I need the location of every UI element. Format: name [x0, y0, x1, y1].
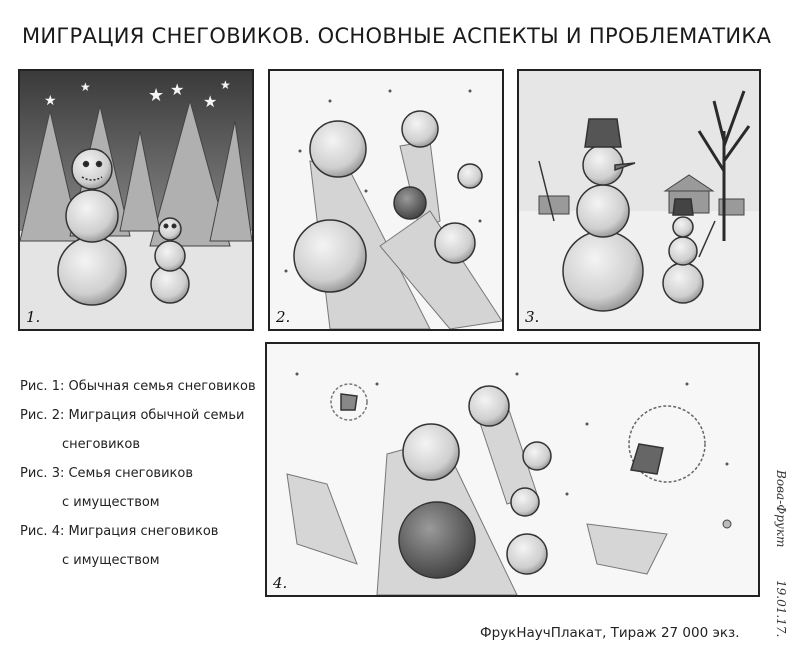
caption-fig-2-cont: снеговиков	[62, 437, 141, 452]
panel-2	[268, 69, 504, 331]
caption-fig-4: Рис. 4: Миграция снеговиков	[20, 524, 219, 539]
caption-fig-2: Рис. 2: Миграция обычной семьи	[20, 408, 245, 423]
svg-text:★: ★	[220, 78, 231, 92]
author-signature	[766, 470, 796, 640]
signature-date: 19.01.17.	[774, 580, 788, 638]
panel-2-illustration	[270, 71, 502, 329]
svg-text:★: ★	[170, 80, 185, 99]
caption-fig-4-cont: с имуществом	[62, 553, 160, 568]
caption-fig-3-cont: с имуществом	[62, 495, 160, 510]
svg-text:★: ★	[148, 85, 165, 106]
caption-fig-3: Рис. 3: Семья снеговиков	[20, 466, 193, 481]
panel-1	[18, 69, 254, 331]
panel-number: 3.	[525, 308, 540, 326]
panel-number: 1.	[26, 308, 41, 326]
figure-captions	[20, 372, 260, 575]
print-run-footer: ФрукНаучПлакат, Тираж 27 000 экз.	[480, 625, 740, 641]
svg-text:★: ★	[80, 80, 91, 94]
panel-4-illustration	[267, 344, 758, 595]
svg-text:★: ★	[203, 92, 218, 111]
signature-name: Вова-Фрукт	[774, 470, 788, 548]
caption-fig-1: Рис. 1: Обычная семья снеговиков	[20, 379, 256, 394]
panel-3-illustration	[519, 71, 759, 329]
panel-4	[265, 342, 760, 597]
poster-title: МИГРАЦИЯ СНЕГОВИКОВ. ОСНОВНЫЕ АСПЕКТЫ И ПРОБЛЕМАТИКА	[22, 24, 772, 48]
panel-3	[517, 69, 761, 331]
svg-text:★: ★	[44, 93, 57, 109]
panel-number: 4.	[273, 574, 288, 592]
panel-number: 2.	[276, 308, 291, 326]
panel-1-illustration	[20, 71, 252, 329]
